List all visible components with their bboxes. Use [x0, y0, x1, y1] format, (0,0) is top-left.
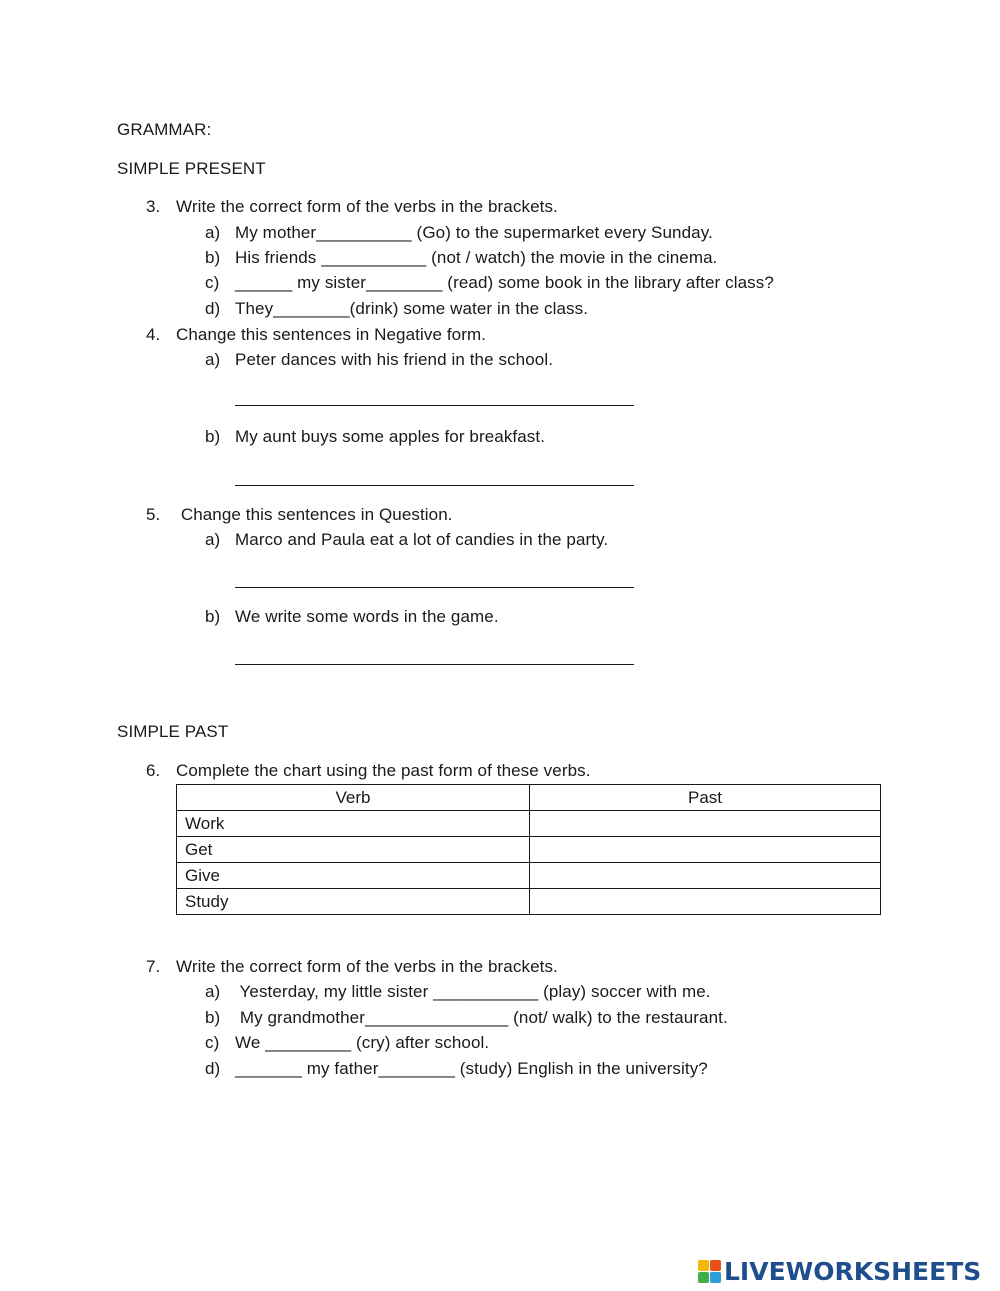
question-3-number: 3.: [146, 197, 161, 216]
question-7d-label: d): [205, 1059, 221, 1078]
question-4a-text: Peter dances with his friend in the school.: [235, 350, 554, 369]
verb-past-chart: [176, 784, 881, 915]
logo-square-4: [710, 1272, 721, 1283]
question-4b-label: b): [205, 427, 221, 446]
chart-verb-cell: Give: [177, 863, 530, 889]
simple-past-heading: SIMPLE PAST: [117, 722, 229, 741]
question-7c-label: c): [205, 1033, 220, 1052]
question-7a-text: Yesterday, my little sister ___________ (play) soccer with me.: [235, 982, 711, 1001]
question-5-text: Change this sentences in Question.: [176, 505, 453, 524]
chart-verb-cell: Work: [177, 811, 530, 837]
question-7b-text: My grandmother_______________ (not/ walk) to the restaurant.: [235, 1008, 728, 1027]
answer-line-4a[interactable]: [235, 405, 634, 406]
answer-line-5a[interactable]: [235, 587, 634, 588]
table-row: [177, 837, 881, 863]
table-row: [177, 889, 881, 915]
question-6-text: Complete the chart using the past form of these verbs.: [176, 761, 591, 780]
chart-past-cell[interactable]: [530, 811, 881, 837]
question-7b-label: b): [205, 1008, 221, 1027]
question-4b-text: My aunt buys some apples for breakfast.: [235, 427, 546, 446]
question-3c-label: c): [205, 273, 220, 292]
question-3b-text: His friends ___________ (not / watch) the movie in the cinema.: [235, 248, 718, 267]
question-7c-text: We _________ (cry) after school.: [235, 1033, 490, 1052]
chart-header-verb: Verb: [177, 785, 530, 811]
chart-verb-cell: Study: [177, 889, 530, 915]
question-5a-label: a): [205, 530, 221, 549]
chart-past-cell[interactable]: [530, 863, 881, 889]
chart-verb-cell: Get: [177, 837, 530, 863]
chart-header-row: [177, 785, 881, 811]
question-6-number: 6.: [146, 761, 161, 780]
question-5-number: 5.: [146, 505, 161, 524]
question-7-text: Write the correct form of the verbs in the brackets.: [176, 957, 558, 976]
logo-text: LIVEWORKSHEETS: [724, 1256, 982, 1286]
answer-line-5b[interactable]: [235, 664, 634, 665]
question-7d-text: _______ my father________ (study) English in the university?: [235, 1059, 708, 1078]
question-3b-label: b): [205, 248, 221, 267]
question-4-number: 4.: [146, 325, 161, 344]
chart-header-past: Past: [530, 785, 881, 811]
liveworksheets-logo-icon: [698, 1260, 721, 1283]
question-5a-text: Marco and Paula eat a lot of candies in the party.: [235, 530, 609, 549]
question-7-number: 7.: [146, 957, 161, 976]
table-row: [177, 863, 881, 889]
logo-square-1: [698, 1260, 709, 1271]
question-3c-text: ______ my sister________ (read) some book in the library after class?: [235, 273, 774, 292]
table-row: [177, 811, 881, 837]
answer-line-4b[interactable]: [235, 485, 634, 486]
question-3d-text: They________(drink) some water in the class.: [235, 299, 589, 318]
question-7a-label: a): [205, 982, 221, 1001]
logo-square-2: [710, 1260, 721, 1271]
grammar-heading: GRAMMAR:: [117, 120, 212, 139]
question-3d-label: d): [205, 299, 221, 318]
chart-past-cell[interactable]: [530, 889, 881, 915]
simple-present-heading: SIMPLE PRESENT: [117, 159, 266, 178]
question-3a-text: My mother__________ (Go) to the supermarket every Sunday.: [235, 223, 713, 242]
question-3a-label: a): [205, 223, 221, 242]
question-5b-text: We write some words in the game.: [235, 607, 499, 626]
question-5b-label: b): [205, 607, 221, 626]
chart-past-cell[interactable]: [530, 837, 881, 863]
liveworksheets-logo: [698, 1256, 981, 1286]
logo-square-3: [698, 1272, 709, 1283]
question-4-text: Change this sentences in Negative form.: [176, 325, 487, 344]
question-4a-label: a): [205, 350, 221, 369]
question-3-text: Write the correct form of the verbs in the brackets.: [176, 197, 558, 216]
